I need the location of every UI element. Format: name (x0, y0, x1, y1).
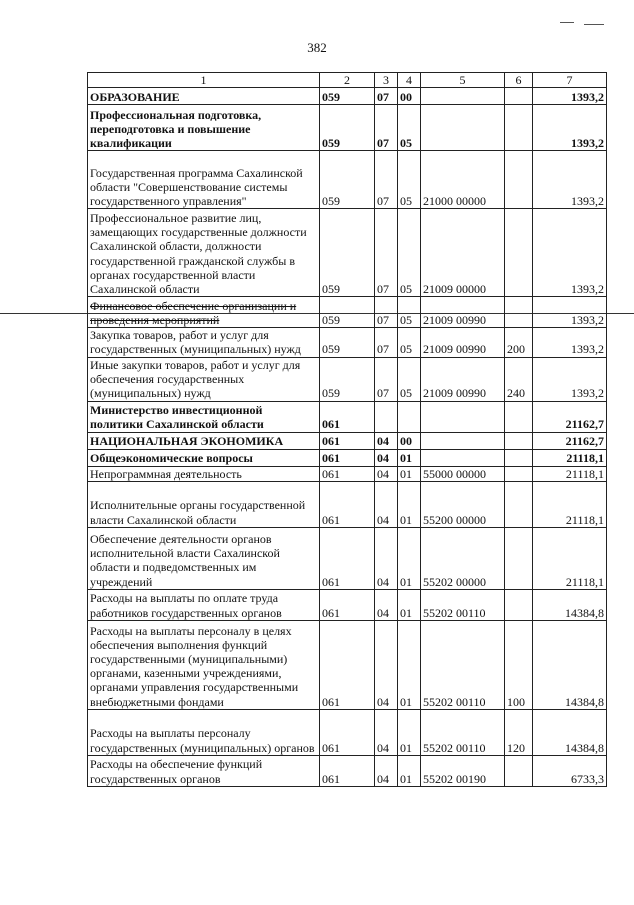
row-subsection-code: 01 (398, 620, 421, 709)
row-amount: 6733,3 (533, 755, 607, 786)
row-amount: 21118,1 (533, 527, 607, 589)
row-amount: 14384,8 (533, 589, 607, 620)
scan-mark (584, 24, 604, 25)
row-target-article: 21009 00990 (421, 297, 505, 328)
row-subsection-code: 00 (398, 432, 421, 449)
header-col-6: 6 (505, 73, 533, 88)
row-target-article: 55202 00110 (421, 709, 505, 755)
row-expense-type (505, 105, 533, 151)
row-section-code: 07 (375, 209, 398, 297)
row-grbs-code: 059 (320, 151, 375, 209)
row-subsection-code: 05 (398, 297, 421, 328)
row-name: Обеспечение деятельности органов исполнительной власти Сахалинской области и подведомственных им учреждений (88, 527, 320, 589)
row-expense-type: 120 (505, 709, 533, 755)
row-name: Иные закупки товаров, работ и услуг для обеспечения государственных (муниципальных) нужд (88, 357, 320, 401)
row-subsection-code: 01 (398, 709, 421, 755)
row-expense-type (505, 589, 533, 620)
table-row (88, 297, 607, 328)
row-subsection-code: 05 (398, 209, 421, 297)
row-expense-type (505, 401, 533, 432)
row-target-article: 55202 00110 (421, 589, 505, 620)
row-amount: 21118,1 (533, 481, 607, 527)
table-row (88, 151, 607, 209)
row-amount: 21118,1 (533, 466, 607, 481)
row-grbs-code: 061 (320, 449, 375, 466)
row-grbs-code: 059 (320, 357, 375, 401)
row-section-code: 07 (375, 297, 398, 328)
row-expense-type (505, 151, 533, 209)
row-amount: 1393,2 (533, 357, 607, 401)
header-col-3: 3 (375, 73, 398, 88)
row-target-article: 21009 00000 (421, 209, 505, 297)
header-col-4: 4 (398, 73, 421, 88)
row-grbs-code: 059 (320, 88, 375, 105)
row-subsection-code: 01 (398, 527, 421, 589)
row-amount: 14384,8 (533, 709, 607, 755)
row-expense-type (505, 449, 533, 466)
scan-mark (560, 22, 574, 23)
row-expense-type (505, 209, 533, 297)
row-subsection-code: 01 (398, 481, 421, 527)
row-subsection-code: 01 (398, 589, 421, 620)
row-target-article (421, 432, 505, 449)
row-grbs-code: 061 (320, 432, 375, 449)
row-grbs-code: 061 (320, 755, 375, 786)
table-row (88, 449, 607, 466)
row-grbs-code: 061 (320, 481, 375, 527)
row-target-article: 55200 00000 (421, 481, 505, 527)
row-subsection-code: 05 (398, 105, 421, 151)
row-grbs-code: 059 (320, 105, 375, 151)
row-grbs-code: 059 (320, 209, 375, 297)
row-target-article: 21009 00990 (421, 328, 505, 357)
row-section-code: 04 (375, 589, 398, 620)
row-target-article: 55000 00000 (421, 466, 505, 481)
row-expense-type (505, 466, 533, 481)
row-name: Исполнительные органы государственной власти Сахалинской области (88, 481, 320, 527)
table-row (88, 328, 607, 357)
table-row (88, 357, 607, 401)
row-name: ОБРАЗОВАНИЕ (88, 88, 320, 105)
row-expense-type: 100 (505, 620, 533, 709)
table-row (88, 401, 607, 432)
row-subsection-code (398, 401, 421, 432)
row-section-code: 07 (375, 105, 398, 151)
row-subsection-code: 05 (398, 151, 421, 209)
row-target-article: 21000 00000 (421, 151, 505, 209)
row-section-code (375, 401, 398, 432)
row-name: Закупка товаров, работ и услуг для государственных (муниципальных) нужд (88, 328, 320, 357)
row-name: Расходы на выплаты персоналу государственных (муниципальных) органов (88, 709, 320, 755)
row-name: Расходы на обеспечение функций государственных органов (88, 755, 320, 786)
row-expense-type: 200 (505, 328, 533, 357)
table-row (88, 620, 607, 709)
row-expense-type (505, 527, 533, 589)
row-subsection-code: 01 (398, 449, 421, 466)
budget-table (87, 72, 607, 787)
row-amount: 1393,2 (533, 88, 607, 105)
table-row (88, 589, 607, 620)
row-amount: 21118,1 (533, 449, 607, 466)
row-target-article (421, 401, 505, 432)
header-col-5: 5 (421, 73, 505, 88)
row-target-article (421, 449, 505, 466)
row-name: Государственная программа Сахалинской области "Совершенствование системы государственного управления" (88, 151, 320, 209)
row-section-code: 04 (375, 432, 398, 449)
row-name: Министерство инвестиционной политики Сахалинской области (88, 401, 320, 432)
row-expense-type (505, 481, 533, 527)
row-grbs-code: 061 (320, 527, 375, 589)
table-row (88, 481, 607, 527)
header-col-2: 2 (320, 73, 375, 88)
row-amount: 1393,2 (533, 297, 607, 328)
row-subsection-code: 05 (398, 328, 421, 357)
row-grbs-code: 061 (320, 401, 375, 432)
row-subsection-code: 01 (398, 466, 421, 481)
row-grbs-code: 061 (320, 589, 375, 620)
row-amount: 21162,7 (533, 401, 607, 432)
row-expense-type (505, 88, 533, 105)
row-target-article: 55202 00190 (421, 755, 505, 786)
table-row (88, 88, 607, 105)
table-row (88, 755, 607, 786)
row-expense-type (505, 432, 533, 449)
table-header-row (88, 73, 607, 88)
row-section-code: 07 (375, 88, 398, 105)
row-section-code: 07 (375, 357, 398, 401)
row-target-article: 55202 00000 (421, 527, 505, 589)
row-target-article: 21009 00990 (421, 357, 505, 401)
row-subsection-code: 01 (398, 755, 421, 786)
row-target-article (421, 105, 505, 151)
row-section-code: 04 (375, 481, 398, 527)
row-name: Профессиональное развитие лиц, замещающих государственные должности Сахалинской области, должности государственной гражданской службы в органах государственной власти Сахалинской области (88, 209, 320, 297)
header-col-7: 7 (533, 73, 607, 88)
row-name: НАЦИОНАЛЬНАЯ ЭКОНОМИКА (88, 432, 320, 449)
table-row (88, 209, 607, 297)
table-row (88, 466, 607, 481)
row-target-article (421, 88, 505, 105)
row-grbs-code: 059 (320, 328, 375, 357)
row-amount: 21162,7 (533, 432, 607, 449)
row-expense-type (505, 297, 533, 328)
row-section-code: 04 (375, 466, 398, 481)
row-section-code: 04 (375, 755, 398, 786)
row-name: Расходы на выплаты персоналу в целях обеспечения выполнения функций государственными (муниципальными) органами, казенными учреждениями, органами управления государственными внебюджетными фондами (88, 620, 320, 709)
row-grbs-code: 061 (320, 466, 375, 481)
row-section-code: 07 (375, 328, 398, 357)
row-name: Профессиональная подготовка, переподготовка и повышение квалификации (88, 105, 320, 151)
page-number: 382 (307, 40, 327, 55)
row-name: Общеэкономические вопросы (88, 449, 320, 466)
row-grbs-code: 059 (320, 297, 375, 328)
row-section-code: 04 (375, 709, 398, 755)
row-amount: 14384,8 (533, 620, 607, 709)
row-expense-type: 240 (505, 357, 533, 401)
table-row (88, 709, 607, 755)
row-subsection-code: 00 (398, 88, 421, 105)
row-section-code: 04 (375, 449, 398, 466)
row-amount: 1393,2 (533, 105, 607, 151)
row-section-code: 04 (375, 527, 398, 589)
row-section-code: 07 (375, 151, 398, 209)
header-col-1: 1 (88, 73, 320, 88)
table-row (88, 105, 607, 151)
row-name: Финансовое обеспечение организации и проведения мероприятий (88, 297, 320, 328)
row-name: Непрограммная деятельность (88, 466, 320, 481)
row-amount: 1393,2 (533, 151, 607, 209)
row-target-article: 55202 00110 (421, 620, 505, 709)
row-grbs-code: 061 (320, 709, 375, 755)
row-amount: 1393,2 (533, 209, 607, 297)
row-name: Расходы на выплаты по оплате труда работников государственных органов (88, 589, 320, 620)
row-expense-type (505, 755, 533, 786)
row-grbs-code: 061 (320, 620, 375, 709)
row-amount: 1393,2 (533, 328, 607, 357)
row-section-code: 04 (375, 620, 398, 709)
table-row (88, 527, 607, 589)
row-subsection-code: 05 (398, 357, 421, 401)
table-row (88, 432, 607, 449)
